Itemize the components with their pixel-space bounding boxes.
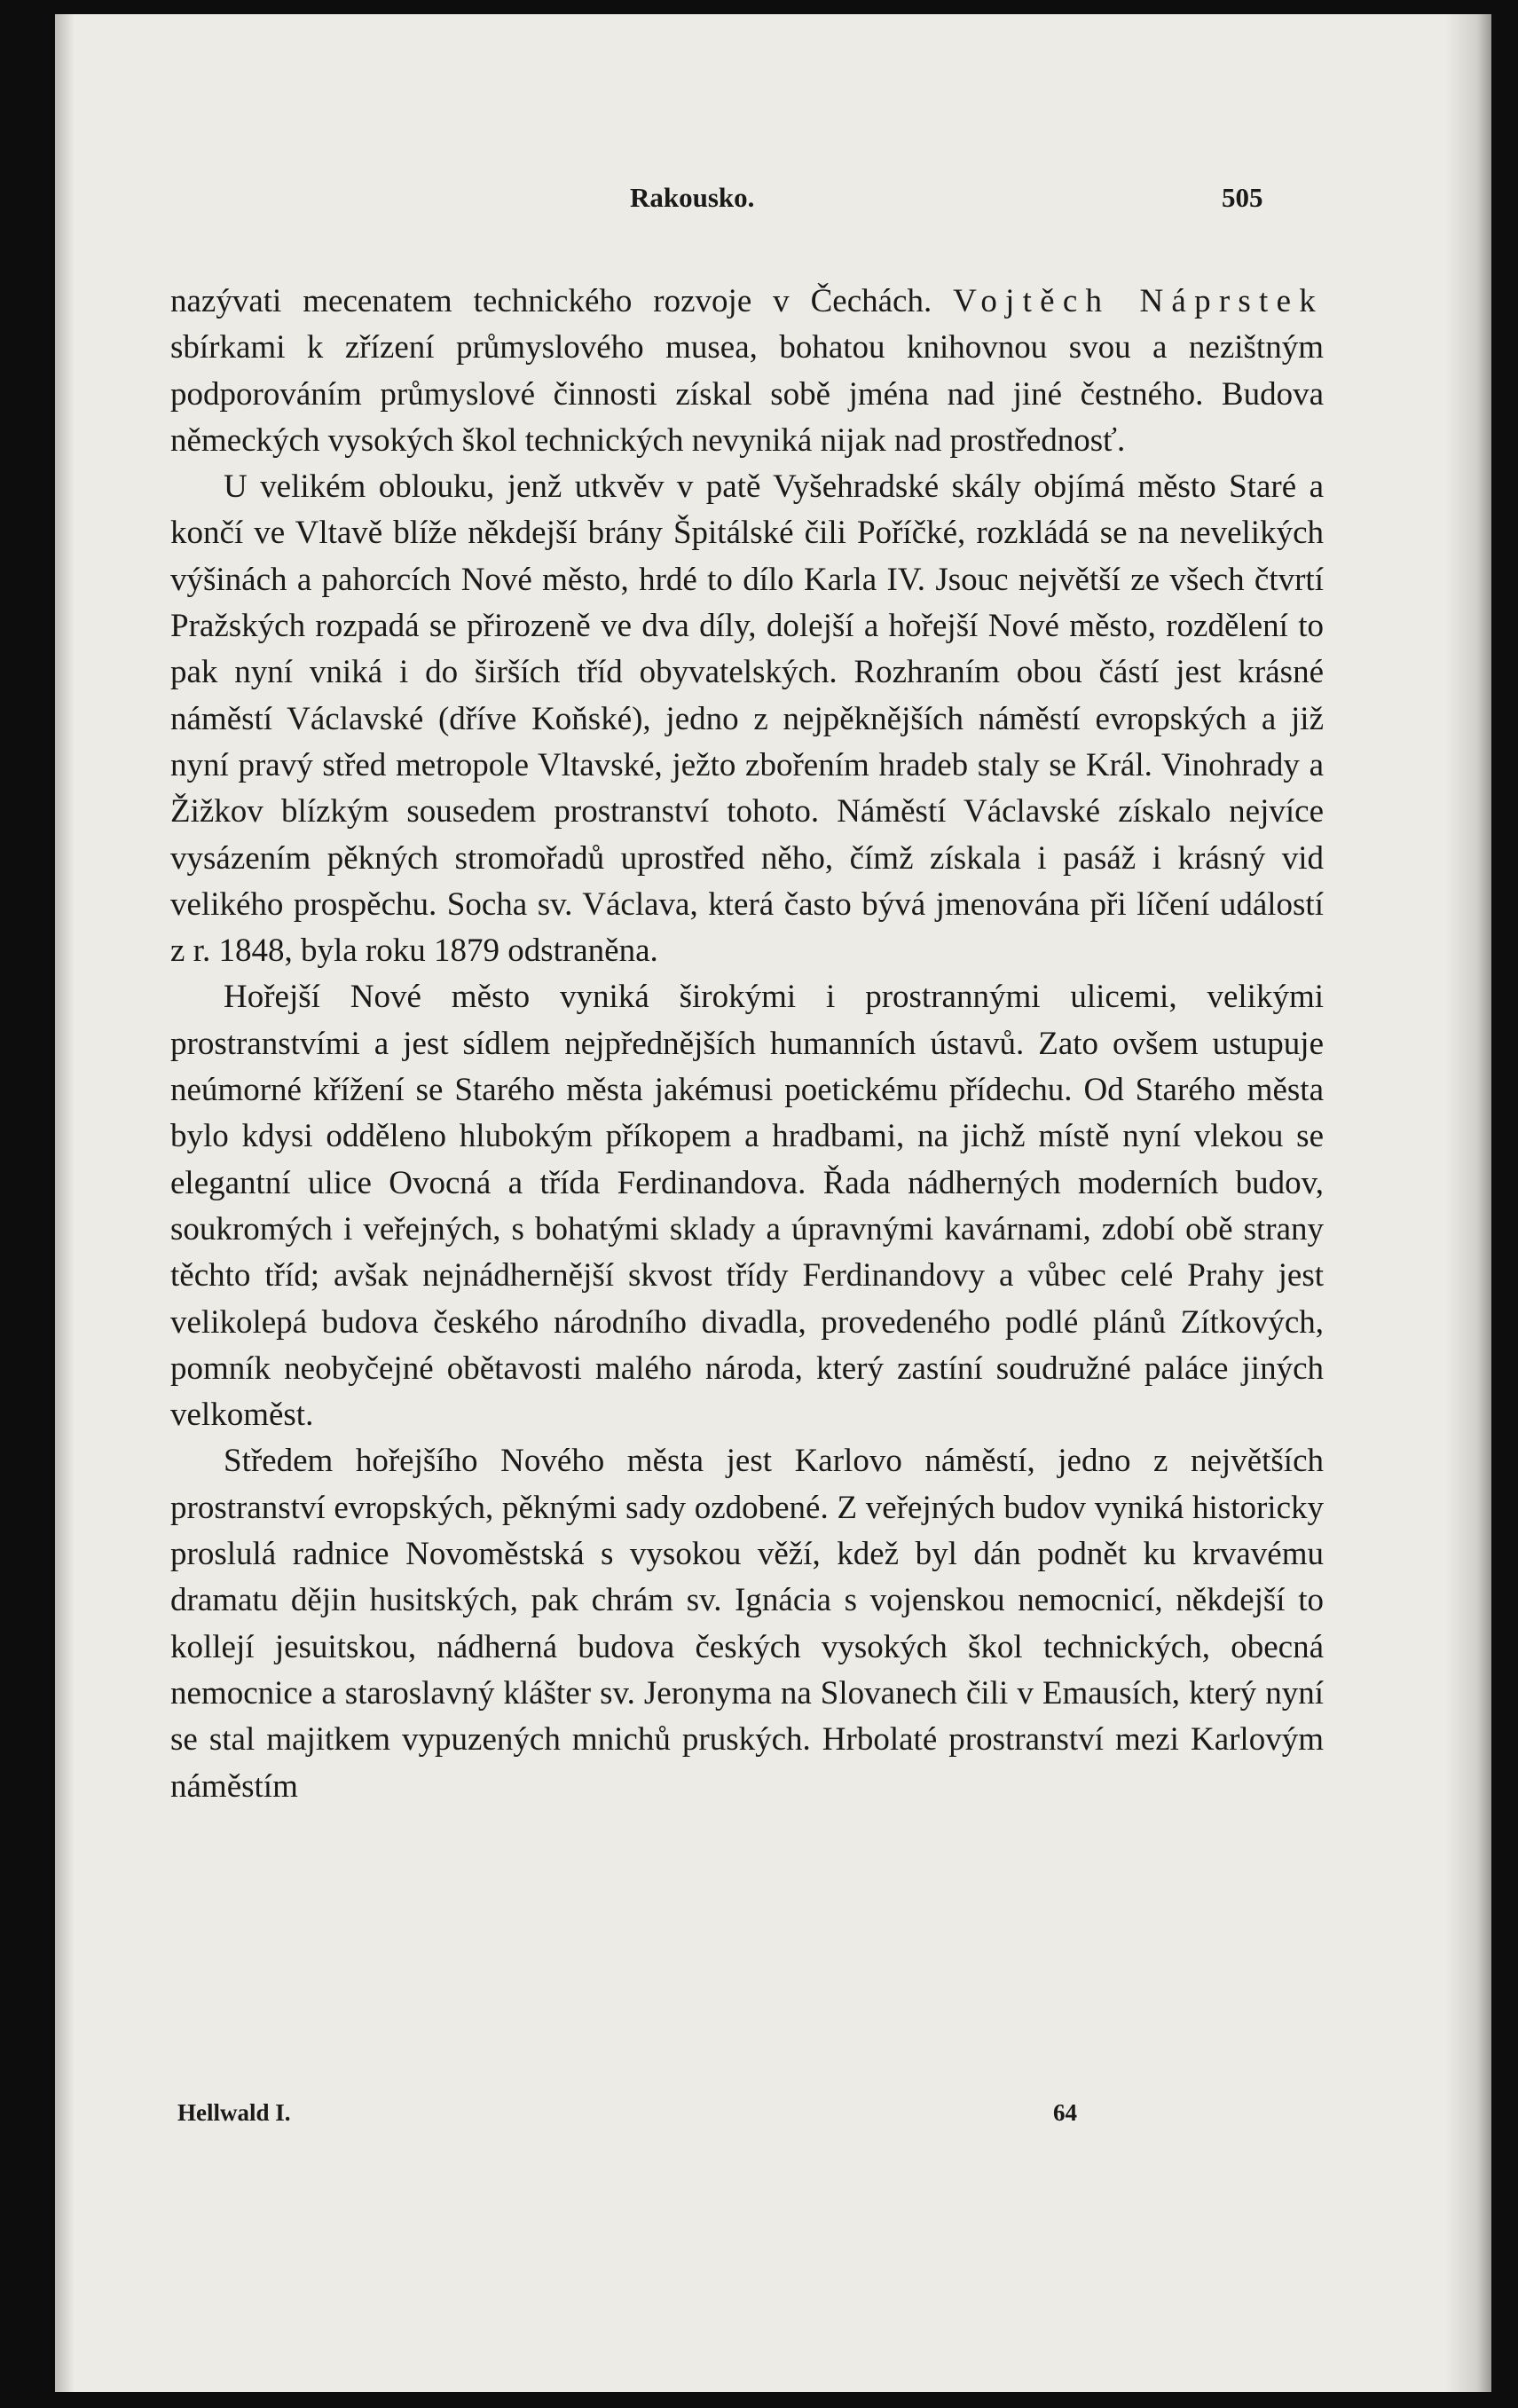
paragraph-1-start: nazývati mecenatem technického rozvoje v Čechách. xyxy=(170,283,954,319)
page-gutter-shadow xyxy=(55,14,75,2392)
paragraph-3: Hořejší Nové město vyniká širokými i prostrannými ulicemi, velikými prostranstvími a jest sídlem nejpřednějších humanních ústavů. Zato ovšem ustupuje neúmorné křížení se Starého města jakémusi poetickému přídechu. Od Starého města bylo kdysi odděleno hlubokým příkopem a hradbami, na jichž místě nyní vlekou se elegantní ulice Ovocná a třída Ferdinandova. Řada nádherných moderních budov, soukromých i veřejných, s bohatými sklady a úpravnými kavárnami, zdobí obě strany těchto tříd; avšak nejnádhernější skvost třídy Ferdinandovy a vůbec celé Prahy jest velikolepá budova českého národního divadla, provedeného podlé plánů Zítkových, pomník neobyčejné obětavosti malého národa, který zastíní soudružné paláce jiných velkoměst. xyxy=(170,979,1324,1434)
page-header xyxy=(55,182,1491,217)
paragraph-4: Středem hořejšího Nového města jest Karlovo náměstí, jedno z největších prostranství evropských, pěknými sady ozdobené. Z veřejných budov vyniká historicky proslulá radnice Novoměstská s vysokou věží, kdež byl dán podnět ku krvavému dramatu dějin husitských, pak chrám sv. Ignácia s vojenskou nemocnicí, někdejší to kollejí jesuitskou, nádherná budova českých vysokých škol technických, obecná nemocnice a staroslavný klášter sv. Jeronyma na Slovanech čili v Emausích, který nyní se stal majitkem vypuzených mnichů pruských. Hrbolaté prostranství mezi Karlovým náměstím xyxy=(170,1443,1324,1805)
page-edge xyxy=(1445,14,1491,2392)
paragraph-2: U velikém oblouku, jenž utkvěv v patě Vyšehradské skály objímá město Staré a končí ve Vltavě blíže někdejší brány Špitálské čili Poříčké, rozkládá se na nevelikých výšinách a pahorcích Nové město, hrdé to dílo Karla IV. Jsouc největší ze všech čtvrtí Pražských rozpadá se přirozeně ve dva díly, dolejší a hořejší Nové město, rozdělení to pak nyní vniká i do širších tříd obyvatelských. Rozhraním obou částí jest krásné náměstí Václavské (dříve Koňské), jedno z nejpěknějších náměstí evropských a již nyní pravý střed metropole Vltavské, ježto zbořením hradeb staly se Král. Vinohrady a Žižkov blízkým sousedem prostranství tohoto. Náměstí Václavské získalo nejvíce vysázením pěkných stromořadů uprostřed něho, čímž získala i pasáž i krásný vid velikého prospěchu. Socha sv. Václava, která často bývá jmenována při líčení událostí z r. 1848, byla roku 1879 odstraněna. xyxy=(170,468,1324,970)
person-name: Vojtěch Náprstek xyxy=(953,283,1325,319)
running-title: Rakousko. xyxy=(630,182,755,213)
book-page xyxy=(55,14,1491,2392)
body-text xyxy=(170,279,1324,1810)
footer-signature: Hellwald I. xyxy=(177,2099,291,2126)
page-footer xyxy=(55,2099,1491,2135)
paragraph-1-rest: sbírkami k zřízení průmyslového musea, bohatou knihovnou svou a nezištným podporováním průmyslové činnosti získal sobě jména nad jiné čestného. Budova německých vysokých škol technických nevyniká nijak nad prostřednosť. xyxy=(170,329,1324,459)
sheet-number: 64 xyxy=(1053,2099,1077,2126)
page-number: 505 xyxy=(1222,182,1263,213)
paragraph-1 xyxy=(170,279,1324,464)
